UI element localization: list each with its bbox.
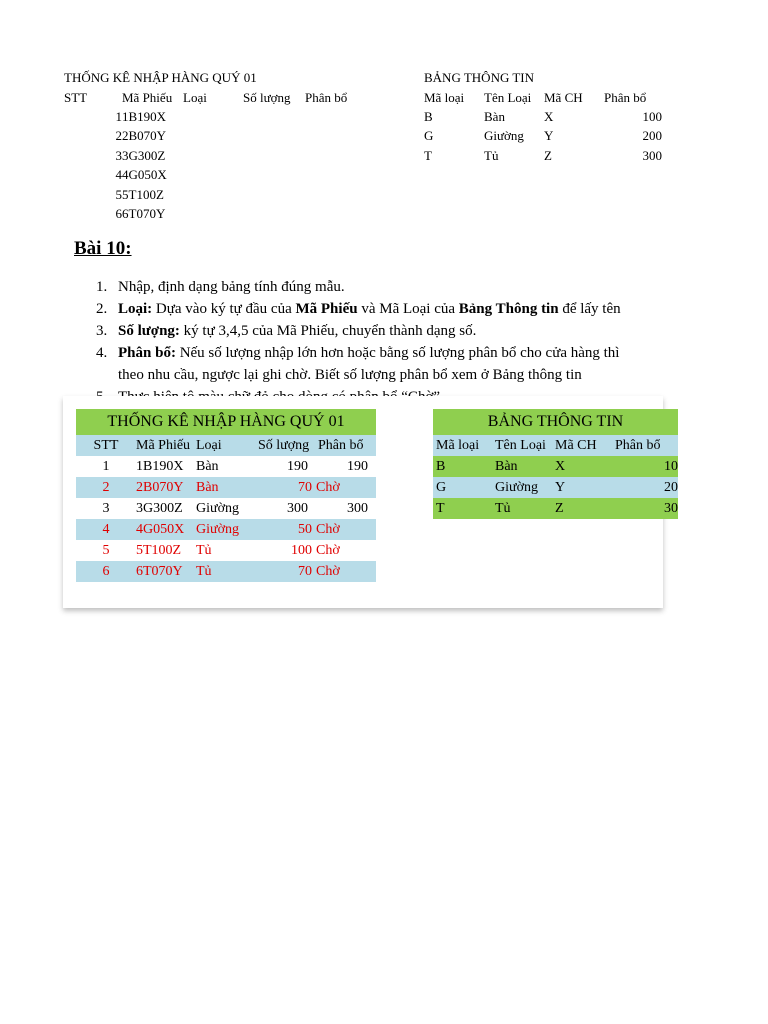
header-ma-ch: Mã CH — [544, 90, 583, 105]
stats-row — [64, 148, 202, 164]
instruction-bold: Mã Phiếu — [295, 301, 358, 317]
cell-phan-bo: 300 — [347, 501, 368, 516]
instruction-item — [96, 276, 666, 298]
stats-header-row — [64, 90, 365, 106]
instruction-text — [118, 320, 476, 342]
cell-ten-loai: Giường — [495, 480, 538, 495]
cell-stt: 2 — [115, 128, 122, 144]
instruction-item — [96, 298, 666, 320]
stats-row — [64, 109, 202, 125]
header-ma-phieu: Mã Phiếu — [136, 438, 191, 453]
instruction-item — [96, 364, 666, 386]
cell-ma-ch: Y — [544, 128, 554, 144]
instruction-number: 4. — [96, 345, 108, 361]
cell-phan-bo: 200 — [642, 128, 662, 144]
cell-loai: Tủ — [196, 564, 212, 579]
cell-stt: 6 — [102, 564, 110, 579]
cell-stt: 5 — [115, 186, 122, 202]
stats-row — [64, 206, 202, 222]
cell-ma-phieu: 5T100Z — [136, 543, 182, 558]
instruction-segment: ký tự 3,4,5 của Mã Phiếu, chuyển thành dạng số. — [179, 323, 477, 339]
cell-phan-bo: 300 — [642, 147, 662, 163]
cell-loai: Giường — [196, 501, 239, 516]
stats-title: THỐNG KÊ NHẬP HÀNG QUÝ 01 — [64, 70, 257, 85]
info-title: BẢNG THÔNG TIN — [424, 70, 535, 85]
cell-so-luong: 100 — [291, 543, 312, 558]
cell-phan-bo: Chờ — [316, 543, 340, 558]
cell-ma-phieu: 2B070Y — [136, 480, 184, 495]
header-ma-ch: Mã CH — [555, 438, 597, 453]
header-stt: STT — [93, 438, 119, 453]
cell-ma-loai: B — [424, 109, 433, 124]
instruction-bold: Số lượng: — [118, 323, 180, 339]
info-header-row — [424, 90, 664, 106]
cell-phan-bo: Chờ — [316, 522, 340, 537]
cell-so-luong: 50 — [298, 522, 312, 537]
cell-phan-bo: 20 — [664, 480, 678, 495]
result-info-row — [433, 477, 678, 498]
cell-ma-phieu: 3G300Z — [122, 147, 166, 163]
cell-ma-phieu: 1B190X — [122, 109, 167, 124]
cell-loai: Tủ — [196, 543, 212, 558]
cell-ten-loai: Giường — [484, 128, 524, 144]
cell-phan-bo: 100 — [642, 109, 662, 124]
instruction-bold: Phân bổ: — [118, 345, 176, 361]
cell-ma-loai: T — [436, 501, 445, 516]
instruction-segment: Nếu số lượng nhập lớn hơn hoặc bằng số lượng phân bổ cho cửa hàng thì — [175, 345, 620, 361]
cell-ma-phieu: 5T100Z — [122, 186, 164, 202]
info-row — [424, 148, 662, 164]
result-stats-row — [76, 456, 376, 477]
cell-stt: 6 — [115, 206, 122, 221]
stats-row — [64, 187, 202, 203]
result-screenshot — [63, 396, 678, 608]
header-phan-bo: Phân bổ — [615, 438, 661, 453]
result-stats-row — [76, 477, 376, 498]
cell-stt: 4 — [102, 522, 110, 537]
cell-stt: 1 — [115, 109, 122, 124]
cell-so-luong: 300 — [287, 501, 308, 516]
cell-ma-phieu: 6T070Y — [136, 564, 183, 579]
instruction-text — [118, 298, 621, 320]
cell-loai: Bàn — [196, 459, 219, 474]
cell-ten-loai: Bàn — [495, 459, 518, 474]
header-ten-loai: Tên Loại — [484, 90, 532, 105]
instruction-bold: Bảng Thông tin — [458, 301, 559, 317]
cell-ma-phieu: 6T070Y — [122, 206, 166, 221]
cell-ma-ch: Y — [555, 480, 566, 495]
cell-so-luong: 70 — [298, 480, 312, 495]
cell-ma-phieu: 4G050X — [122, 167, 167, 183]
cell-ten-loai: Bàn — [484, 109, 505, 124]
cell-phan-bo: Chờ — [316, 480, 340, 495]
result-stats-row — [76, 519, 376, 540]
cell-ma-phieu: 2B070Y — [122, 128, 167, 144]
instruction-text — [118, 364, 582, 386]
result-info-header — [433, 435, 678, 456]
cell-ma-ch: X — [544, 109, 554, 124]
info-row — [424, 128, 662, 144]
header-loai: Loại — [196, 438, 222, 453]
cell-ma-loai: G — [436, 480, 447, 495]
cell-ten-loai: Tủ — [495, 501, 511, 516]
info-row — [424, 109, 662, 125]
header-ten-loai: Tên Loại — [495, 438, 546, 453]
stats-row — [64, 128, 202, 144]
cell-ma-loai: B — [436, 459, 446, 474]
cell-ma-phieu: 1B190X — [136, 459, 184, 474]
result-stats-header — [76, 435, 376, 456]
stats-row — [64, 167, 202, 183]
instruction-segment: và Mã Loại của — [357, 301, 459, 317]
cell-phan-bo: Chờ — [316, 564, 340, 579]
instruction-number: 3. — [96, 323, 108, 339]
cell-so-luong: 70 — [298, 564, 312, 579]
cell-so-luong: 190 — [287, 459, 308, 474]
header-ma-loai: Mã loại — [424, 90, 465, 105]
header-so-luong: Số lượng — [243, 90, 291, 105]
instruction-segment: theo nhu cầu, ngược lại ghi chờ. Biết số lượng phân bổ xem ở Bảng thông tin — [118, 367, 582, 383]
cell-stt: 3 — [115, 147, 122, 163]
result-stats-row — [76, 561, 376, 582]
instruction-segment: Dựa vào ký tự đầu của — [152, 301, 296, 317]
cell-ma-ch: X — [555, 459, 566, 474]
header-phan-bo: Phân bổ — [305, 90, 348, 105]
result-info-table — [433, 409, 678, 519]
header-so-luong: Số lượng — [258, 438, 310, 453]
header-ma-loai: Mã loại — [436, 438, 480, 453]
instruction-bold: Loại: — [118, 301, 153, 317]
header-phan-bo: Phân bổ — [318, 438, 364, 453]
cell-loai: Giường — [196, 522, 239, 537]
cell-phan-bo: 30 — [664, 501, 678, 516]
cell-ma-ch: Z — [544, 147, 552, 163]
result-stats-title: THỐNG KÊ NHẬP HÀNG QUÝ 01 — [76, 409, 376, 435]
instruction-segment: Nhập, định dạng bảng tính đúng mẫu. — [118, 279, 345, 295]
header-stt: STT — [64, 90, 88, 105]
cell-stt: 2 — [102, 480, 110, 495]
instruction-segment: để lấy tên — [558, 301, 621, 317]
result-info-row — [433, 498, 678, 519]
instruction-text — [118, 276, 345, 298]
instruction-number: 1. — [96, 279, 108, 295]
cell-ma-phieu: 4G050X — [136, 522, 185, 537]
cell-phan-bo: 10 — [664, 459, 678, 474]
cell-ma-loai: G — [424, 128, 434, 144]
instruction-number: 2. — [96, 301, 108, 317]
result-info-row — [433, 456, 678, 477]
result-stats-row — [76, 498, 376, 519]
cell-stt: 5 — [102, 543, 110, 558]
instruction-text — [118, 342, 619, 364]
instruction-list — [96, 276, 666, 396]
cell-stt: 1 — [102, 459, 110, 474]
exercise-title: Bài 10: — [74, 238, 132, 259]
cell-stt: 3 — [102, 501, 110, 516]
cell-phan-bo: 190 — [347, 459, 368, 474]
result-stats-table — [76, 409, 376, 582]
cell-ma-loai: T — [424, 147, 432, 163]
result-stats-row — [76, 540, 376, 561]
cell-stt: 4 — [115, 167, 122, 183]
header-ma-phieu: Mã Phiếu — [122, 90, 173, 105]
instruction-item — [96, 342, 666, 364]
header-phan-bo: Phân bổ — [604, 90, 647, 105]
cell-ten-loai: Tủ — [484, 147, 499, 163]
cell-ma-phieu: 3G300Z — [136, 501, 183, 516]
cell-ma-ch: Z — [555, 501, 564, 516]
cell-loai: Bàn — [196, 480, 219, 495]
result-info-title: BẢNG THÔNG TIN — [433, 409, 678, 435]
header-loai: Loại — [183, 90, 207, 105]
instruction-item — [96, 320, 666, 342]
